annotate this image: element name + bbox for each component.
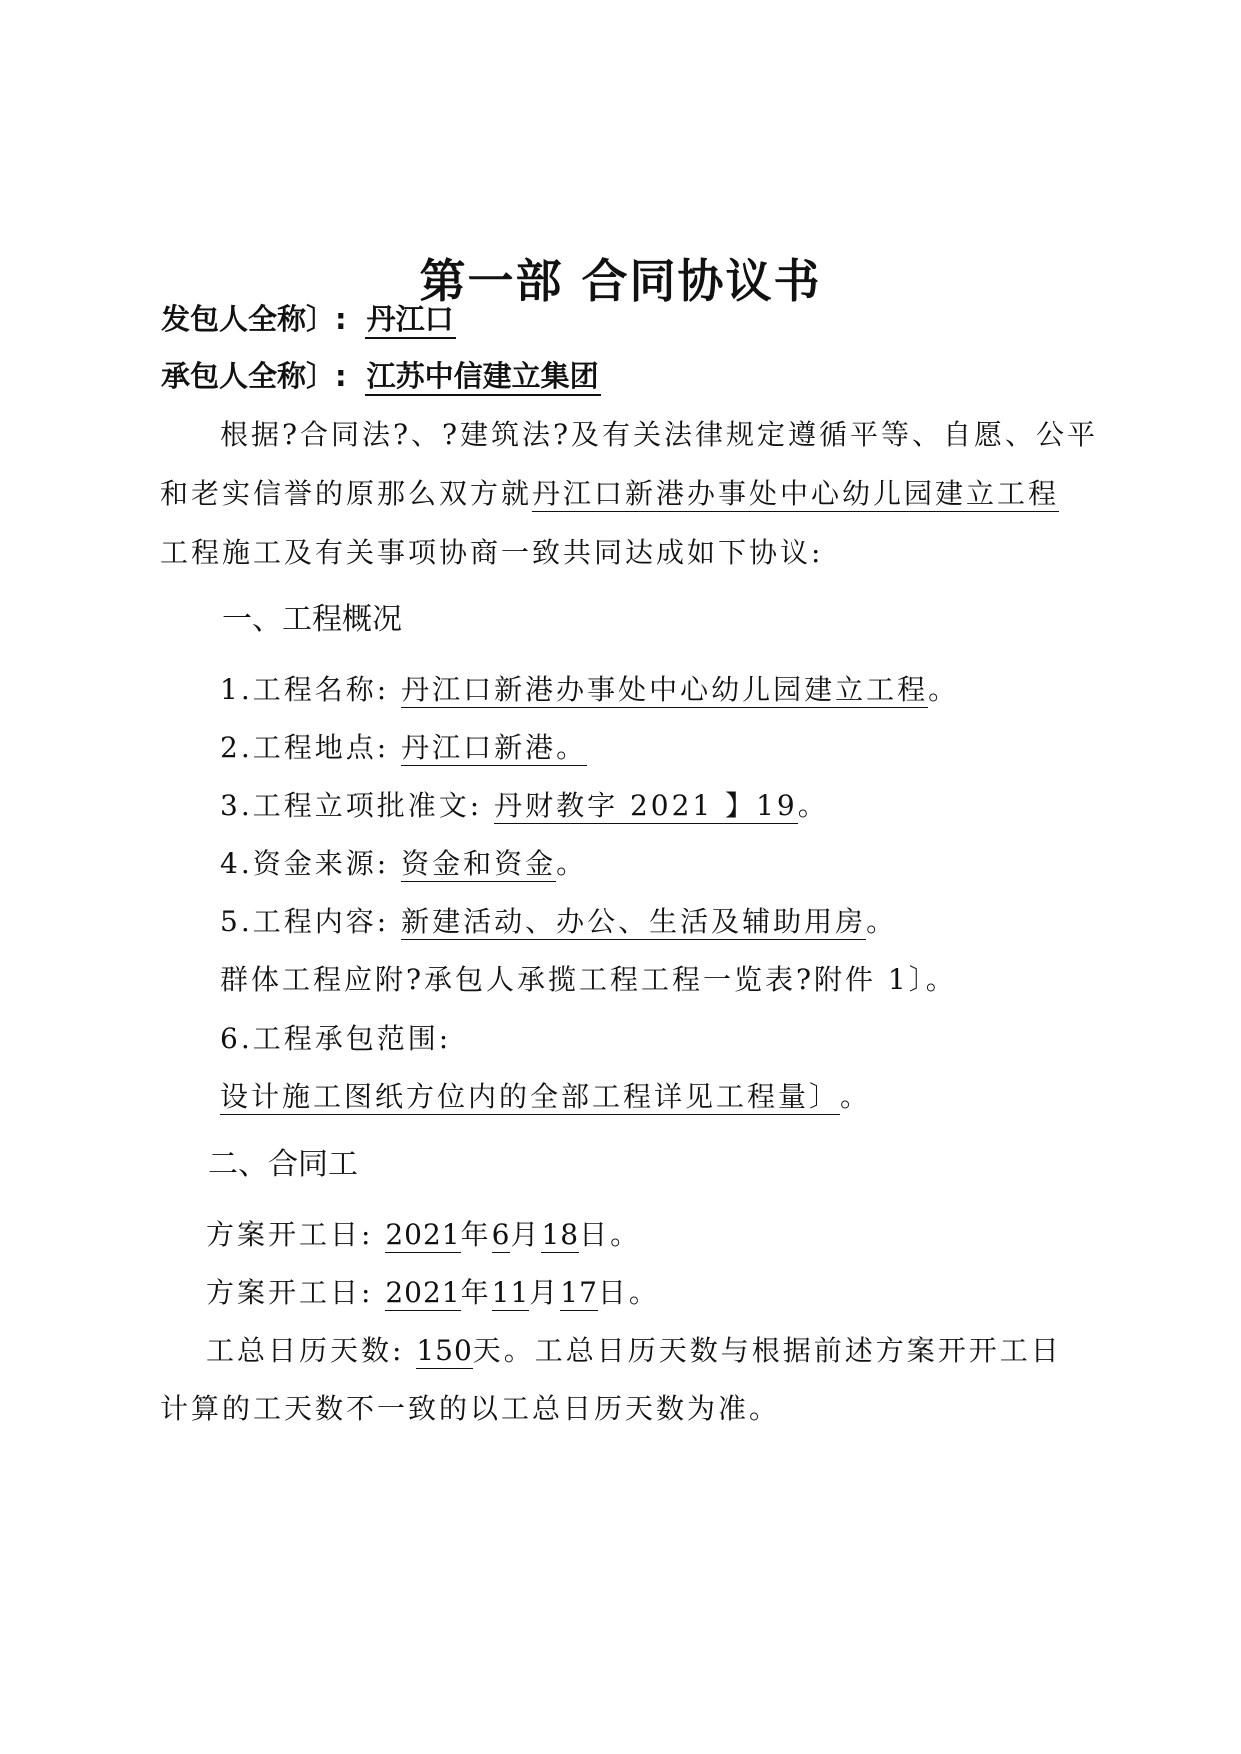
contractor-label: 承包人全称〕:: [161, 359, 347, 393]
start-day-char: 日。: [579, 1218, 642, 1251]
intro-line-1: 根据?合同法?、?建筑法?及有关法律规定遵循平等、自愿、公平: [220, 418, 1099, 451]
total-calendar-days: [206, 1334, 1062, 1369]
start-year: 2021: [385, 1218, 461, 1251]
end-month: 11: [491, 1276, 530, 1309]
start-label: 方案开工日:: [206, 1218, 374, 1251]
planned-end-date: [206, 1276, 660, 1311]
intro-line-2: [160, 477, 1060, 512]
contractor-line: [161, 359, 601, 396]
total-label: 工总日历天数:: [206, 1334, 405, 1367]
item-project-content: [220, 905, 898, 940]
start-month-char: 月: [510, 1218, 542, 1251]
intro-line-2-prefix: 和老实信誉的原那么双方就: [160, 477, 533, 510]
section-heading-contract-period: 二、合同工: [208, 1147, 358, 1182]
total-days-value: 150: [416, 1334, 473, 1367]
employer-line: [161, 302, 456, 339]
contractor-value: 江苏中信建立集团: [365, 362, 601, 396]
item-project-name: [220, 673, 960, 708]
planned-start-date: [206, 1218, 642, 1253]
end-year: 2021: [385, 1276, 461, 1309]
page-title: 第一部 合同协议书: [419, 254, 822, 308]
item-approval-document: [220, 789, 829, 824]
item-contract-scope-label: 6.工程承包范围:: [220, 1022, 452, 1055]
start-month: 6: [491, 1218, 511, 1251]
employer-value: 丹江口: [365, 305, 456, 339]
item-1-value: 丹江口新港办事处中心幼儿园建立工程: [401, 673, 929, 706]
item-project-location: [220, 731, 588, 766]
item-3-label: 3.工程立项批准文:: [220, 789, 483, 822]
item-5-value: 新建活动、办公、生活及辅助用房: [401, 905, 867, 938]
item-4-label: 4.资金来源:: [220, 847, 390, 880]
item-3-value: 丹财教字 2021 】19: [494, 789, 798, 822]
item-2-value: 丹江口新港。: [401, 731, 588, 764]
section-heading-overview: 一、工程概况: [222, 602, 402, 637]
end-month-char: 月: [529, 1276, 561, 1309]
group-project-note: 群体工程应附?承包人承揽工程工程一览表?附件 1〕。: [220, 963, 957, 996]
start-year-char: 年: [460, 1218, 492, 1251]
total-days-rest: 天。工总日历天数与根据前述方案开开工日: [472, 1334, 1062, 1367]
end-year-char: 年: [460, 1276, 492, 1309]
item-6-end: 。: [840, 1080, 872, 1113]
item-1-label: 1.工程名称:: [220, 673, 390, 706]
end-label: 方案开工日:: [206, 1276, 374, 1309]
employer-label: 发包人全称〕:: [161, 302, 347, 336]
item-4-value: 资金和资金: [401, 847, 557, 880]
item-1-end: 。: [928, 673, 960, 706]
total-days-note: 计算的工天数不一致的以工总日历天数为准。: [160, 1392, 781, 1425]
item-5-end: 。: [866, 905, 898, 938]
intro-line-3: 工程施工及有关事项协商一致共同达成如下协议:: [160, 536, 824, 569]
item-contract-scope: [220, 1080, 872, 1115]
start-day: 18: [541, 1218, 580, 1251]
end-day: 17: [560, 1276, 598, 1309]
project-name-inline: 丹江口新港办事处中心幼儿园建立工程: [532, 477, 1060, 510]
item-funding-source: [220, 847, 588, 882]
end-day-char: 日。: [597, 1276, 660, 1309]
item-2-label: 2.工程地点:: [220, 731, 390, 764]
item-5-label: 5.工程内容:: [220, 905, 390, 938]
item-3-end: 。: [797, 789, 829, 822]
item-6-value: 设计施工图纸方位内的全部工程详见工程量〕: [220, 1080, 841, 1113]
item-4-end: 。: [556, 847, 588, 880]
